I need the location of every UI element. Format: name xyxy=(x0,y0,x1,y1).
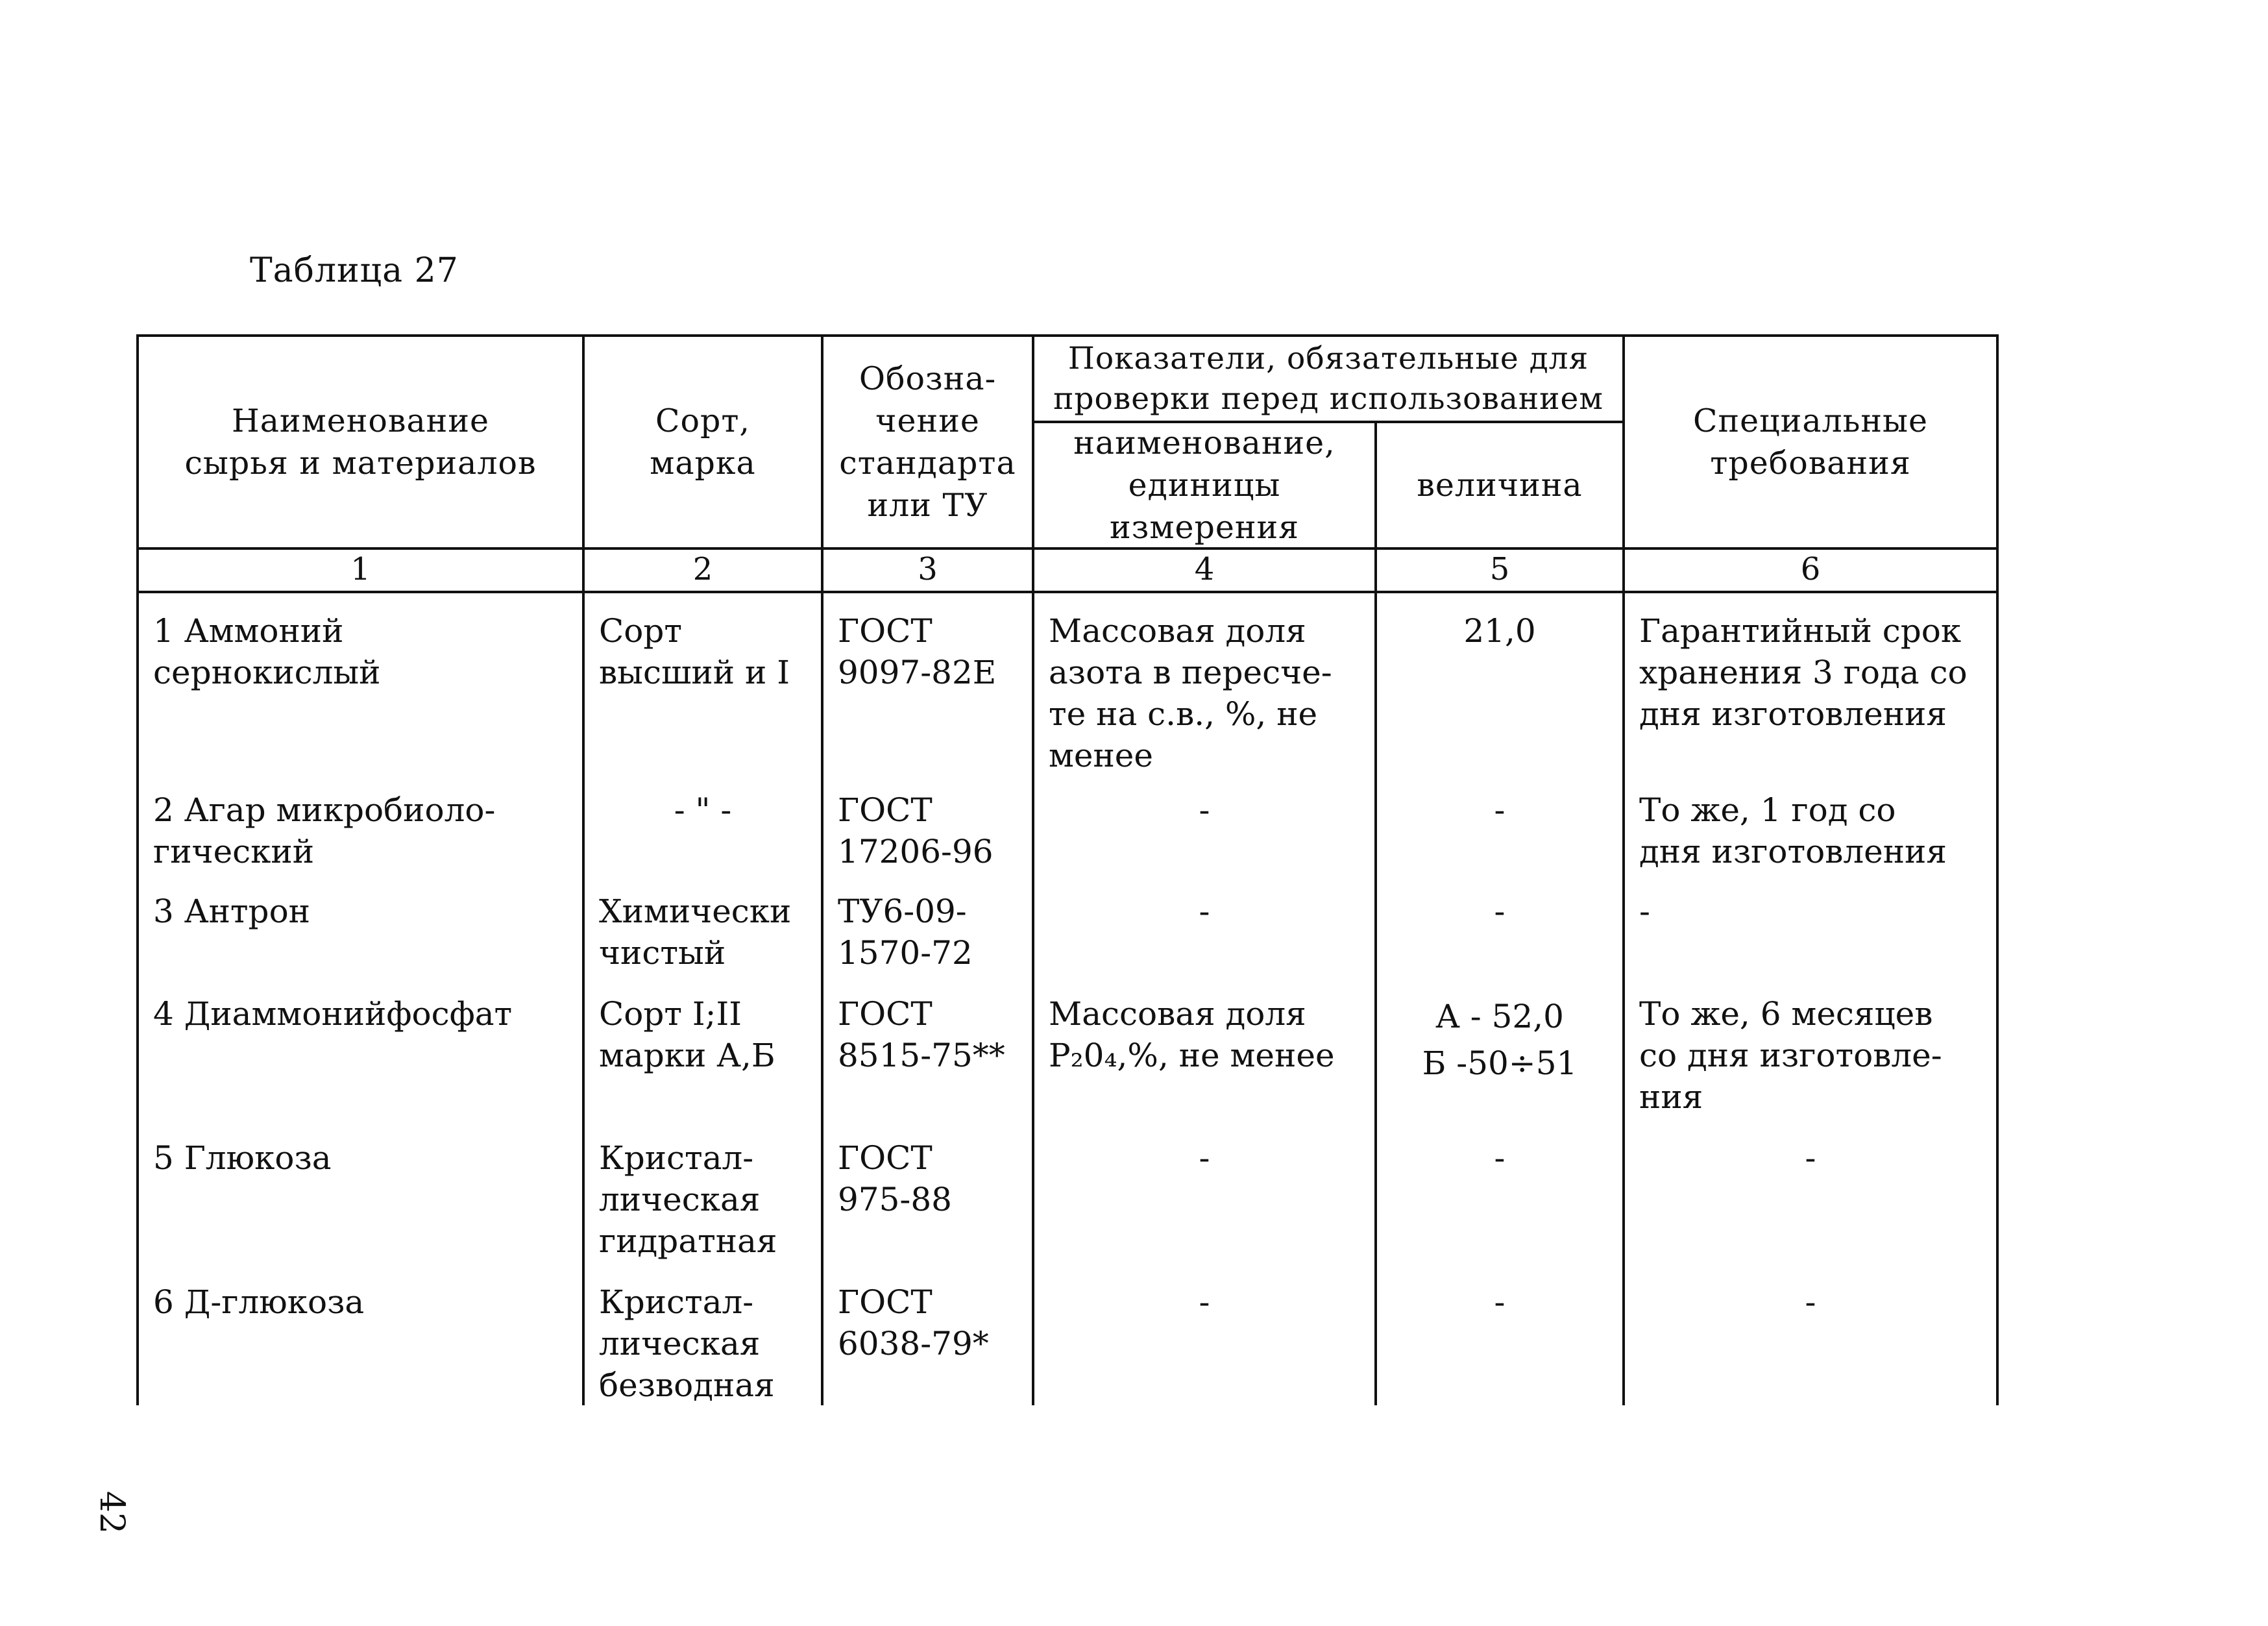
special-requirements-cell: Гарантийный срок хранения 3 года со дня изготовления xyxy=(1639,612,1968,733)
header-value xyxy=(1377,423,1622,547)
standard-cell: ГОСТ 6038-79* xyxy=(838,1283,989,1362)
indicator-cell: - xyxy=(1199,1139,1210,1177)
value-cell: А - 52,0 Б -50÷51 xyxy=(1422,998,1578,1082)
column-number-5: 5 xyxy=(1489,551,1510,587)
indicator-cell: Массовая доля азота в пересче- те на с.в., %, не менее xyxy=(1049,612,1332,774)
indicator-cell: - xyxy=(1199,1283,1210,1321)
grade-cell: Кристал- лическая гидратная xyxy=(599,1139,777,1260)
value-cell: - xyxy=(1494,893,1506,930)
material-name-cell: 6 Д-глюкоза xyxy=(153,1283,365,1321)
header-standard xyxy=(823,337,1032,547)
indicator-cell: - xyxy=(1199,791,1210,829)
header-value-text: величина xyxy=(1417,467,1583,504)
value-cell: - xyxy=(1494,1283,1506,1321)
standard-cell: ГОСТ 8515-75** xyxy=(838,995,1005,1074)
header-special-requirements-text: Специальные требования xyxy=(1693,402,1928,482)
column-number-3: 3 xyxy=(918,551,938,587)
special-requirements-cell: То же, 1 год со дня изготовления xyxy=(1639,791,1947,870)
special-requirements-cell: - xyxy=(1805,1283,1816,1321)
indicator-cell: Массовая доля P₂0₄,%, не менее xyxy=(1049,995,1335,1074)
header-standard-text: Обозна- чение стандарта или ТУ xyxy=(839,360,1016,524)
column-number-2: 2 xyxy=(692,551,713,587)
header-indicators-group-text: Показатели, обязательные для проверки перед использованием xyxy=(1053,340,1603,417)
grade-cell: Химически чистый xyxy=(599,893,792,972)
value-cell: - xyxy=(1494,1139,1506,1177)
header-special-requirements xyxy=(1625,337,1996,547)
column-number-1: 1 xyxy=(350,551,371,587)
special-requirements-cell: - xyxy=(1805,1139,1816,1177)
standard-cell: ГОСТ 975-88 xyxy=(838,1139,952,1218)
page-number: 42 xyxy=(92,1490,131,1534)
table-caption: Таблица 27 xyxy=(250,251,459,290)
material-name-cell: 4 Диаммонийфосфат xyxy=(153,995,513,1033)
header-grade xyxy=(585,337,821,547)
header-indicator-name xyxy=(1034,423,1374,547)
column-line-6 xyxy=(1996,334,1999,1405)
grade-cell: Сорт I;II марки А,Б xyxy=(599,995,775,1074)
value-cell: 21,0 xyxy=(1463,612,1536,650)
value-cell: - xyxy=(1494,791,1506,829)
grade-cell: Кристал- лическая безводная xyxy=(599,1283,775,1404)
material-name-cell: 3 Антрон xyxy=(153,893,310,930)
material-name-cell: 5 Глюкоза xyxy=(153,1139,332,1177)
special-requirements-cell: - xyxy=(1639,893,1650,930)
column-number-4: 4 xyxy=(1194,551,1215,587)
special-requirements-cell: То же, 6 месяцев со дня изготовле- ния xyxy=(1639,995,1942,1116)
material-name-cell: 1 Аммоний сернокислый xyxy=(153,612,381,691)
grade-cell: - " - xyxy=(674,791,732,829)
header-name-of-material-text: Наименование сырья и материалов xyxy=(184,402,537,482)
header-indicator-name-text: наименование, единицы измерения xyxy=(1073,425,1335,546)
column-numbers-bottom-border xyxy=(136,591,1999,593)
indicator-cell: - xyxy=(1199,893,1210,930)
standard-cell: ГОСТ 17206-96 xyxy=(838,791,994,870)
header-indicators-group xyxy=(1034,337,1622,421)
material-name-cell: 2 Агар микробиоло- гический xyxy=(153,791,496,870)
standard-cell: ГОСТ 9097-82Е xyxy=(838,612,997,691)
column-number-6: 6 xyxy=(1800,551,1821,587)
header-grade-text: Сорт, марка xyxy=(650,402,756,482)
grade-cell: Сорт высший и I xyxy=(599,612,790,691)
header-name-of-material xyxy=(139,337,582,547)
standard-cell: ТУ6-09- 1570-72 xyxy=(838,893,973,972)
